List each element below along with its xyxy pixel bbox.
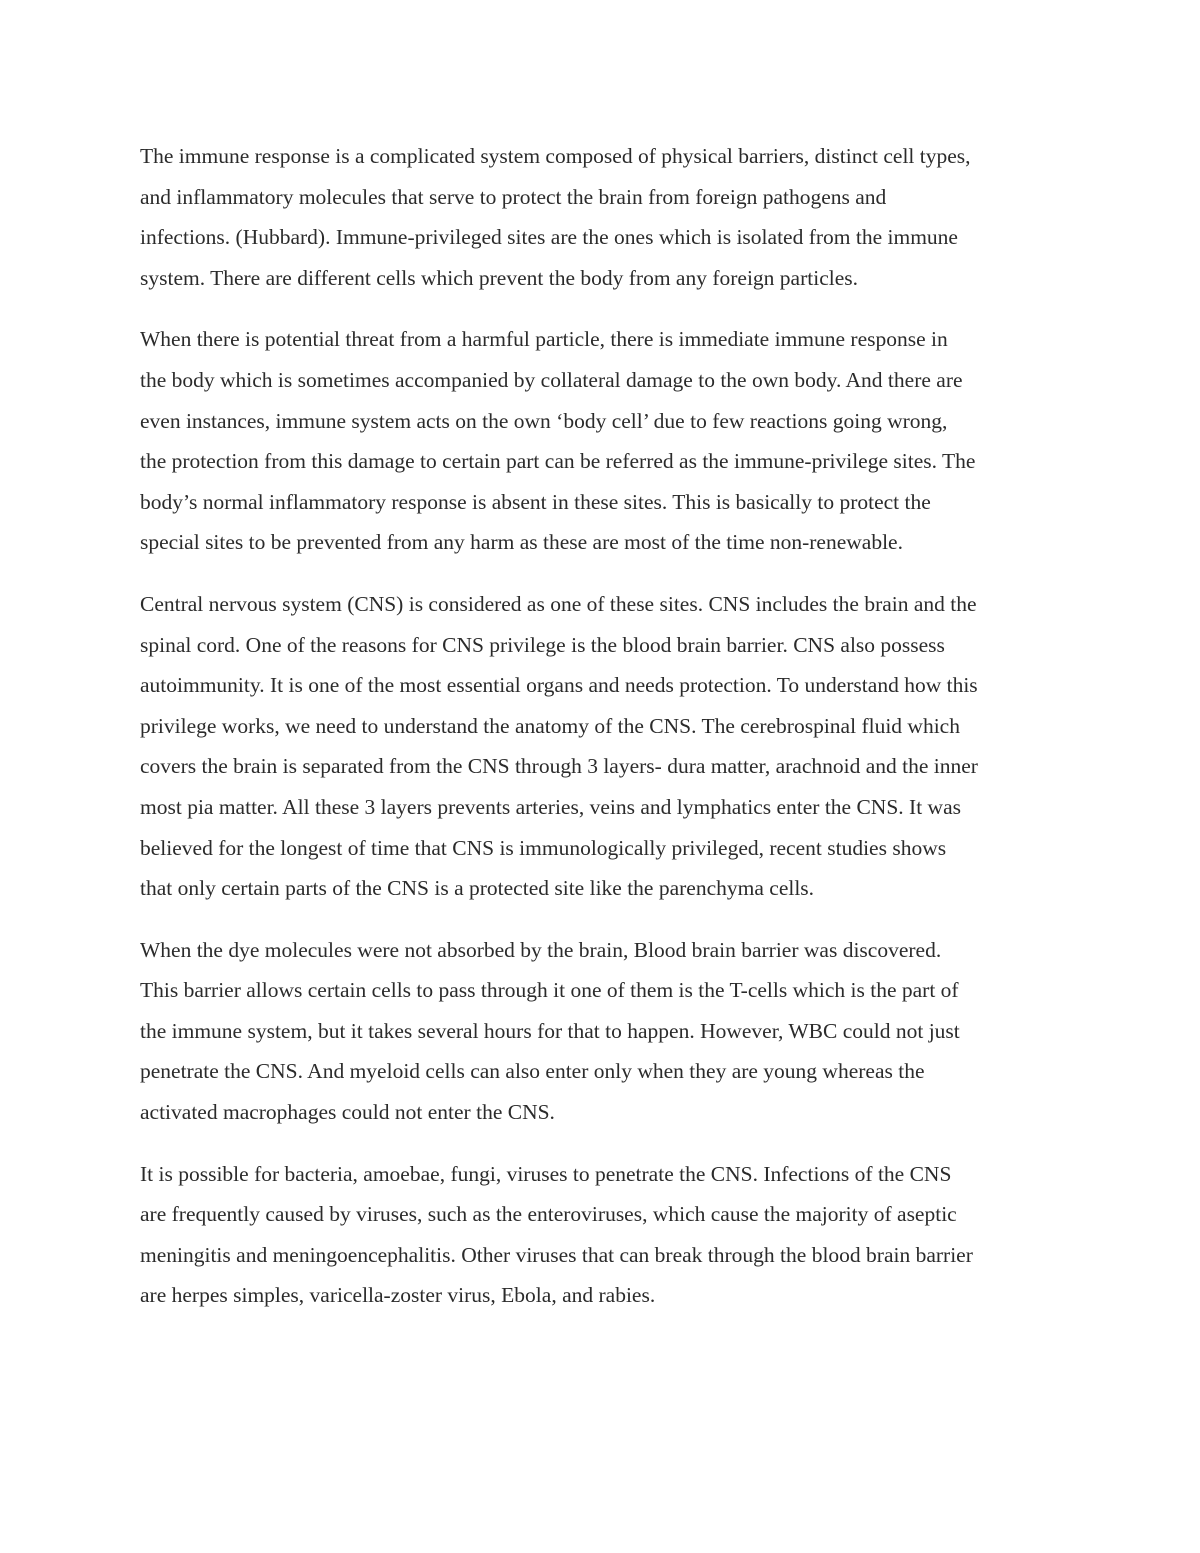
text-line: When the dye molecules were not absorbed by the brain, Blood brain barrier was discovered. — [140, 937, 942, 962]
text-line: body’s normal inflammatory response is absent in these sites. This is basically to protect the — [140, 489, 931, 514]
text-line: and inflammatory molecules that serve to protect the brain from foreign pathogens and — [140, 184, 887, 209]
paragraph-immune-privilege — [140, 319, 1070, 563]
text-line: spinal cord. One of the reasons for CNS privilege is the blood brain barrier. CNS also possess — [140, 632, 945, 657]
text-line: meningitis and meningoencephalitis. Other viruses that can break through the blood brain barrier — [140, 1242, 973, 1267]
document-body — [140, 136, 1070, 1337]
text-line: the body which is sometimes accompanied by collateral damage to the own body. And there are — [140, 367, 963, 392]
text-line: even instances, immune system acts on the own ‘body cell’ due to few reactions going wrong, — [140, 408, 948, 433]
text-line: The immune response is a complicated system composed of physical barriers, distinct cell types, — [140, 144, 971, 168]
text-line: penetrate the CNS. And myeloid cells can also enter only when they are young whereas the — [140, 1059, 925, 1084]
text-line: the protection from this damage to certain part can be referred as the immune-privilege sites. The — [140, 449, 976, 474]
text-line: activated macrophages could not enter the CNS. — [140, 1100, 555, 1125]
text-line: are frequently caused by viruses, such as the enteroviruses, which cause the majority of aseptic — [140, 1202, 957, 1227]
text-line: the immune system, but it takes several hours for that to happen. However, WBC could not just — [140, 1018, 960, 1043]
text-line: Central nervous system (CNS) is considered as one of these sites. CNS includes the brain and the — [140, 591, 977, 616]
text-line: system. There are different cells which prevent the body from any foreign particles. — [140, 265, 859, 290]
text-line: that only certain parts of the CNS is a protected site like the parenchyma cells. — [140, 876, 815, 901]
text-line: privilege works, we need to understand the anatomy of the CNS. The cerebrospinal fluid which — [140, 713, 960, 738]
text-line: This barrier allows certain cells to pass through it one of them is the T-cells which is the part of — [140, 978, 959, 1003]
paragraph-cns — [140, 584, 1070, 909]
paragraph-blood-brain-barrier — [140, 930, 1070, 1133]
paragraph-immune-response — [140, 136, 1070, 298]
text-line: believed for the longest of time that CNS is immunologically privileged, recent studies shows — [140, 835, 947, 860]
text-line: are herpes simples, varicella-zoster virus, Ebola, and rabies. — [140, 1283, 656, 1308]
paragraph-cns-infections — [140, 1154, 1070, 1316]
text-line: It is possible for bacteria, amoebae, fungi, viruses to penetrate the CNS. Infections of the CNS — [140, 1161, 952, 1186]
text-line: When there is potential threat from a harmful particle, there is immediate immune response in — [140, 327, 948, 352]
text-line: autoimmunity. It is one of the most essential organs and needs protection. To understand how this — [140, 673, 978, 698]
text-line: most pia matter. All these 3 layers prevents arteries, veins and lymphatics enter the CNS. It was — [140, 794, 961, 819]
text-line: infections. (Hubbard). Immune-privileged sites are the ones which is isolated from the immune — [140, 225, 958, 250]
text-line: special sites to be prevented from any harm as these are most of the time non-renewable. — [140, 530, 903, 555]
text-line: covers the brain is separated from the CNS through 3 layers- dura matter, arachnoid and the inner — [140, 754, 978, 779]
